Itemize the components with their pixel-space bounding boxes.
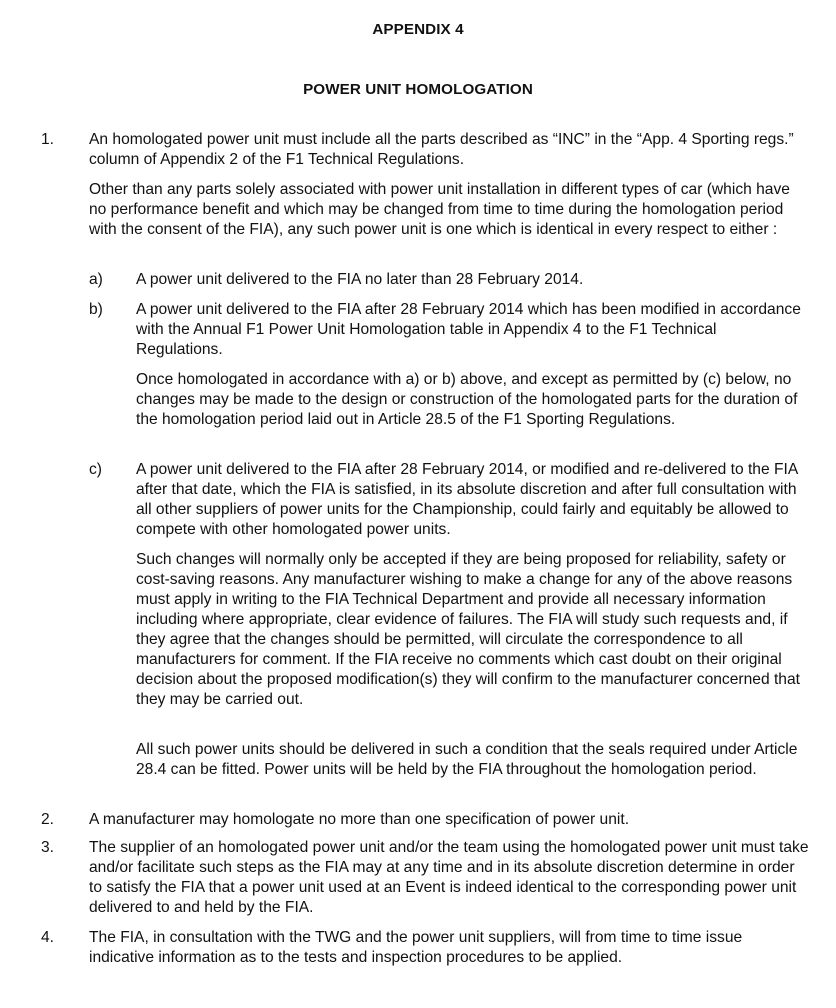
subitem-b-paragraph-1: A power unit delivered to the FIA after 28 February 2014 which has been modified in accordance with the Annual F1 Power Unit Homologation table in Appendix 4 to the F1 Technical Regulations.: [136, 301, 801, 358]
subitem-label: c): [89, 461, 102, 478]
subitem-a-paragraph-1: A power unit delivered to the FIA no later than 28 February 2014.: [136, 271, 584, 288]
subitem-label: a): [89, 271, 103, 288]
item-1-paragraph-2: Other than any parts solely associated with power unit installation in different types of car (which have no performance benefit and which may be changed from time to time during the homologation period with the consent of the FIA), any such power unit is one which is identical in every respect to either :: [89, 181, 790, 238]
subitem-b-paragraph-2: Once homologated in accordance with a) or b) above, and except as permitted by (c) below, no changes may be made to the design or construction of the homologated parts for the duration of the homologation period laid out in Article 28.5 of the F1 Sporting Regulations.: [136, 371, 798, 428]
item-number: 2.: [41, 811, 55, 828]
item-4-paragraph-1: The FIA, in consultation with the TWG and the power unit suppliers, will from time to time issue indicative information as to the tests and inspection procedures to be applied.: [89, 929, 743, 966]
subitem-c-paragraph-3: All such power units should be delivered in such a condition that the seals required under Article 28.4 can be fitted. Power units will be held by the FIA throughout the homologation period.: [136, 741, 798, 778]
subitem-c-paragraph-1: A power unit delivered to the FIA after 28 February 2014, or modified and re-delivered to the FIA after that date, which the FIA is satisfied, in its absolute discretion and after full consultation with all other suppliers of power units for the Championship, could fairly and equitably be allowed to compete with other homologated power units.: [136, 461, 798, 538]
item-3-paragraph-1: The supplier of an homologated power unit and/or the team using the homologated power unit must take and/or facilitate such steps as the FIA may at any time and in its absolute discretion determine in order to satisfy the FIA that a power unit used at an Event is indeed identical to the corresponding power unit delivered to and held by the FIA.: [89, 839, 809, 916]
document-title: POWER UNIT HOMOLOGATION: [303, 81, 533, 98]
subitem-label: b): [89, 301, 103, 318]
appendix-label: APPENDIX 4: [372, 21, 464, 38]
item-number: 3.: [41, 839, 55, 856]
item-2-paragraph-1: A manufacturer may homologate no more than one specification of power unit.: [89, 811, 630, 828]
item-number: 1.: [41, 131, 55, 148]
item-number: 4.: [41, 929, 55, 946]
item-1-paragraph-1: An homologated power unit must include all the parts described as “INC” in the “App. 4 Sporting regs.” column of Appendix 2 of the F1 Technical Regulations.: [89, 131, 794, 168]
subitem-c-paragraph-2: Such changes will normally only be accepted if they are being proposed for reliability, safety or cost-saving reasons. Any manufacturer wishing to make a change for any of the above reasons must apply in writing to the FIA Technical Department and provide all necessary information including where appropriate, clear evidence of failures. The FIA will study such requests and, if they agree that the changes should be permitted, will circulate the correspondence to all manufacturers for comment. If the FIA receive no comments which cast doubt on their original decision about the proposed modification(s) they will confirm to the manufacturer concerned that they may be carried out.: [136, 551, 800, 708]
